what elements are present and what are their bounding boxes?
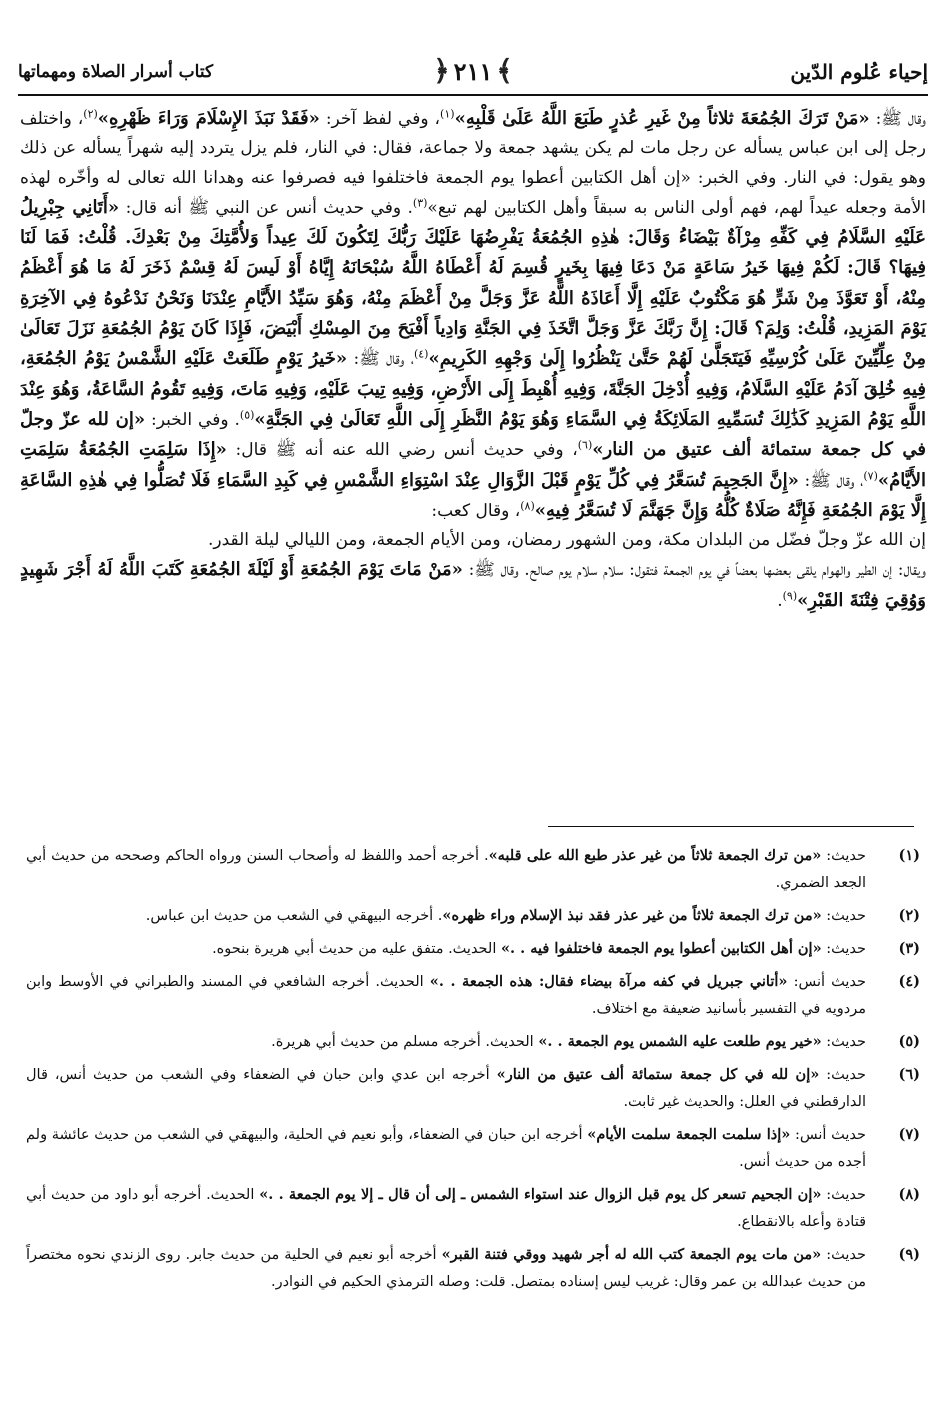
text-run: أخرجه أبو نعيم في الحلية من حديث جابر. روى الزندي نحوه مختصراً من حديث عبدالله بن عمر وقال: غريب ليس إسناده بمتصل. قلت: وصله الترمذي الحكيم في النوادر. (26, 1247, 866, 1290)
footnote-ref: (١) (440, 107, 455, 121)
footnote-item (26, 1121, 920, 1176)
footnote-text (26, 1181, 866, 1236)
hadith-quote: «أتاني جبريل في كفه مرآة بيضاء فقال: هذه الجمعة . .» (429, 973, 788, 990)
text-run: حديث: (821, 908, 866, 924)
footnote-number: (٥) (898, 1033, 920, 1050)
footnote-ref: (٢) (83, 107, 98, 121)
hadith-quote: «إن أهل الكتابين أعطوا يوم الجمعة فاختلفوا فيه . .» (500, 940, 822, 957)
footnote-text (26, 1121, 866, 1176)
main-text (20, 104, 926, 616)
footnote-text (26, 1061, 866, 1116)
text-run: حديث: (821, 848, 866, 864)
hadith-quote: «خير يوم طلعت عليه الشمس يوم الجمعة . .» (538, 1033, 822, 1050)
footnotes (26, 842, 920, 1301)
footnote-ref: (٤) (413, 347, 429, 361)
hadith-quote: «خَيرُ يَوْمٍ طَلَعَتْ عَلَيْهِ الشَّمْسُ يَوْمُ الجُمُعَةِ، فِيهِ خُلِقَ آدَمُ عَلَيْهِ السَّلَامُ، وَفِيهِ أُدْخِلَ الجَنَّةَ، وَفِيهِ أُهْبِطَ إِلَى الأَرْضِ، وَفِيهِ تِيبَ عَلَيْهِ، وَفِيهِ مَاتَ، وَفِيهِ تَقُومُ السَّاعَةُ، وَهُوَ عِنْدَ اللَّهِ يَوْمُ المَزِيدِ كَذَٰلِكَ تُسَمِّيهِ المَلَائِكَةُ فِي السَّمَاءِ وَهُوَ يَوْمُ النَّظَرِ إِلَى اللَّهِ تَعَالَىٰ فِي الجَنَّةِ» (20, 348, 926, 430)
footnote-ref: (٨) (520, 499, 535, 513)
text-run: ويقال: إن الطير والهوام يلقى بعضها بعضاً في يوم الجمعة فتقول: سلام سلام يوم صالح. وقال ﷺ: (462, 560, 926, 581)
text-run: . وفي الخبر: (145, 409, 240, 430)
hadith-quote: «إن لله في كل جمعة ستمائة ألف عتيق من النار» (496, 1066, 820, 1083)
text-run: الحديث. متفق عليه من حديث أبي هريرة بنحوه. (212, 941, 501, 957)
hadith-quote: «من ترك الجمعة ثلاثاً من غير عذر فقد نبذ الإسلام وراء ظهره» (442, 907, 822, 924)
footnote-number: (٩) (898, 1246, 920, 1263)
text-run: الحديث. أخرجه الشافعي في المسند والطبراني في الأوسط وابن مردويه في التفسير بأسانيد ضعيفة مع اختلاف. (26, 974, 866, 1017)
text-run: ، وفي لفظ آخر: (319, 109, 441, 129)
ornament-left-icon: ﴾ (496, 54, 513, 87)
footnote-text (26, 902, 866, 930)
text-run: ، وفي حديث أنس رضي الله عنه أنه ﷺ قال: (226, 440, 578, 461)
footnote-item (26, 968, 920, 1023)
text-run: حديث: (821, 941, 866, 957)
paragraph-1 (20, 104, 926, 526)
text-run: حديث: (819, 1067, 866, 1083)
footnote-number: (٢) (898, 907, 920, 924)
text-run: حديث: (821, 1247, 867, 1263)
ornament-right-icon: ﴿ (433, 54, 450, 87)
footnote-item (26, 1241, 920, 1296)
hadith-quote: «من ترك الجمعة ثلاثاً من غير عذر طبع الله على قلبه» (488, 847, 822, 864)
footnote-ref: (٣) (412, 196, 428, 210)
footnote-ref: (٩) (782, 589, 798, 603)
page-number-value: ٢١١ (453, 57, 493, 86)
hadith-quote: «إن لله عزّ وجلّ في كل جمعة ستمائة ألف عتيق من النار» (20, 408, 927, 461)
text-run: حديث أنس: (787, 974, 866, 990)
hadith-quote: «فَقَدْ نَبَذَ الإِسْلَامَ وَرَاءَ ظَهْرِهِ» (97, 108, 320, 129)
footnote-number: (٦) (898, 1066, 920, 1083)
header-rule (18, 94, 928, 96)
hadith-quote: «مَنْ مَاتَ يَوْمَ الجُمُعَةِ أَوْ لَيْلَةَ الجُمُعَةِ كَتَبَ اللَّهُ لَهُ أَجْرَ شَهِيدٍ وَوُقِيَ فِتْنَةَ القَبْرِ» (20, 559, 926, 611)
footnote-text (26, 1241, 866, 1296)
footnote-item (26, 1028, 920, 1056)
footnote-text (26, 968, 866, 1023)
footnote-ref: (٧) (863, 468, 878, 482)
text-run: . وفي حديث أنس عن النبي ﷺ أنه قال: (119, 197, 413, 218)
text-run: الحديث. أخرجه مسلم من حديث أبي هريرة. (271, 1034, 539, 1050)
footnote-item (26, 902, 920, 930)
text-run: . أخرجه البيهقي في الشعب من حديث ابن عباس. (145, 908, 443, 924)
hadith-quote: «من مات يوم الجمعة كتب الله له أجر شهيد ووقي فتنة القبر» (441, 1246, 822, 1263)
footnote-item (26, 1181, 920, 1236)
footnote-text (26, 1028, 866, 1056)
page-header (18, 48, 928, 96)
book-title: إحياء عُلوم الدّين (790, 60, 928, 84)
text-run: . أخرجه أحمد واللفظ له وأصحاب السنن ورواه الحاكم وصححه من حديث أبي الجعد الضمري. (26, 848, 866, 891)
hadith-quote: «مَنْ تَرَكَ الجُمُعَةَ ثلاثاً مِنْ غَيرِ عُذرٍ طَبَعَ اللَّهُ عَلَىٰ قَلْبِهِ» (454, 108, 870, 129)
footnote-number: (١) (898, 847, 920, 864)
page-number (429, 54, 516, 87)
footnote-separator (548, 826, 914, 827)
text-run: أخرجه ابن عدي وابن حبان في الضعفاء وفي الشعب من حديث أنس، قال الدارقطني في العلل: والحديث غير ثابت. (26, 1067, 866, 1110)
footnote-item (26, 842, 920, 897)
footnote-ref: (٦) (577, 438, 593, 452)
text-run: حديث أنس: (790, 1127, 866, 1143)
hadith-quote: «إِنَّ الجَحِيمَ تُسَعَّرُ فِي كُلِّ يَوْمٍ قَبْلَ الزَّوَالِ عِنْدَ اسْتِوَاءِ الشَّمْسِ فِي كَبِدِ السَّمَاءِ فَلَا تُصَلُّوا فِي هٰذِهِ السَّاعَةِ إِلَّا يَوْمَ الجُمُعَةِ فَإِنَّهُ صَلَاةٌ كُلُّهُ وَإِنَّ جَهَنَّمَ لَا تُسَعَّرُ فِيهِ» (20, 469, 926, 521)
text-run: الحديث. أخرجه أبو داود من حديث أبي قتادة وأعله بالانقطاع. (26, 1187, 866, 1230)
hadith-quote: «إذا سلمت الجمعة سلمت الأيام» (587, 1126, 791, 1143)
footnote-item (26, 935, 920, 963)
text-run: حديث: (821, 1034, 866, 1050)
footnote-ref: (٥) (239, 408, 255, 422)
text-run: أخرجه ابن حبان في الضعفاء، وأبو نعيم في الحلية، والبيهقي في الشعب من حديث عائشة ولم أجده من حديث أنس. (26, 1127, 866, 1170)
hadith-quote: «إن الجحيم تسعر كل يوم قبل الزوال عند استواء الشمس ـ إلى أن قال ـ إلا يوم الجمعة . .» (259, 1186, 822, 1203)
footnote-number: (٧) (898, 1126, 920, 1143)
footnote-number: (٣) (898, 940, 920, 957)
text-run: . (777, 590, 783, 611)
text-run: وقال ﷺ: (869, 109, 926, 129)
text-run: ، وقال ﷺ: (798, 470, 864, 491)
footnote-number: (٨) (898, 1186, 920, 1203)
text-run: ، وقال ﷺ: (347, 349, 414, 370)
hadith-quote: «أَتَانِي جِبْرِيلُ عَلَيْهِ السَّلَامُ فِي كَفِّهِ مِرْآةٌ بَيْضَاءُ وَقَالَ: هٰذِهِ الجُمُعَةُ يَفْرِضُهَا عَلَيْكَ رَبُّكَ لِتَكُونَ لَكَ عِيداً وَلأُمَّتِكَ مِنْ بَعْدِكَ. قُلْتُ: فَمَا لَنَا فِيهَا؟ قَالَ: لَكُمْ فِيهَا خَيرُ سَاعَةٍ مَنْ دَعَا فِيهَا بِخَيرٍ قُسِمَ لَهُ أَعْطَاهُ اللَّهُ سُبْحَانَهُ إِيَّاهُ أَوْ لَيسَ لَهُ قِسْمٌ ذَخَرَ لَهُ مَا هُوَ أَعْظَمُ مِنْهُ، أَوْ تَعَوَّذَ مِنْ شَرٍّ هُوَ مَكْتُوبٌ عَلَيْهِ إِلَّا أَعَاذَهُ اللَّهُ عَزَّ وَجَلَّ مِنْ أَعْظَمَ مِنْهُ، وَهُوَ سَيِّدُ الأَيَّامِ عِنْدَنَا وَنَحْنُ نَدْعُوهُ فِي الآخِرَةِ يَوْمَ المَزِيدِ، قُلْتُ: وَلِمَ؟ قَالَ: إِنَّ رَبَّكَ عَزَّ وَجَلَّ اتَّخَذَ فِي الجَنَّةِ وَادِياً أَفْيَحَ مِنَ المِسْكِ أَبْيَضَ، فَإِذَا كَانَ يَوْمُ الجُمُعَةِ نَزَلَ تَعَالَىٰ مِنْ عِلِّيِّينَ عَلَىٰ كُرْسِيِّهِ فَيَتَجَلَّىٰ لَهُمْ حَتَّىٰ يَنْظُرُوا إِلَىٰ وَجْهِهِ الكَرِيمِ» (20, 196, 926, 370)
paragraph-2: إن الله عزّ وجلّ فضّل من البلدان مكة، ومن الشهور رمضان، ومن الأيام الجمعة، ومن الليالي ليلة القدر. (207, 530, 926, 551)
footnote-text (26, 842, 866, 897)
text-run: ، وقال كعب: (431, 500, 521, 521)
text-run: حديث: (821, 1187, 866, 1203)
footnote-item (26, 1061, 920, 1116)
text-run: ، واختلف رجل إلى ابن عباس يسأله عن رجل مات لم يكن يشهد جمعة ولا جماعة، فقال: في النار، فلم يزل يتردد إليه شهراً يسأله عن ذلك وهو يقول: في النار. وفي الخبر: «إن أهل الكتابين أعطوا يوم الجمعة فاختلفوا فيه فصرفوا عنه وهدانا الله تعالى له وأخّره لهذه الأمة وجعله عيداً لهم، فهم أولى الناس به سبقاً وأهل الكتابين لهم تبع» (20, 109, 927, 218)
paragraph-3 (20, 555, 926, 616)
chapter-title: كتاب أسرار الصلاة ومهماتها (18, 62, 214, 82)
footnote-text (26, 935, 866, 963)
footnote-number: (٤) (898, 973, 920, 990)
hadith-quote: «إِذَا سَلِمَتِ الجُمُعَةُ سَلِمَتِ الأَيَّامُ» (20, 439, 927, 491)
